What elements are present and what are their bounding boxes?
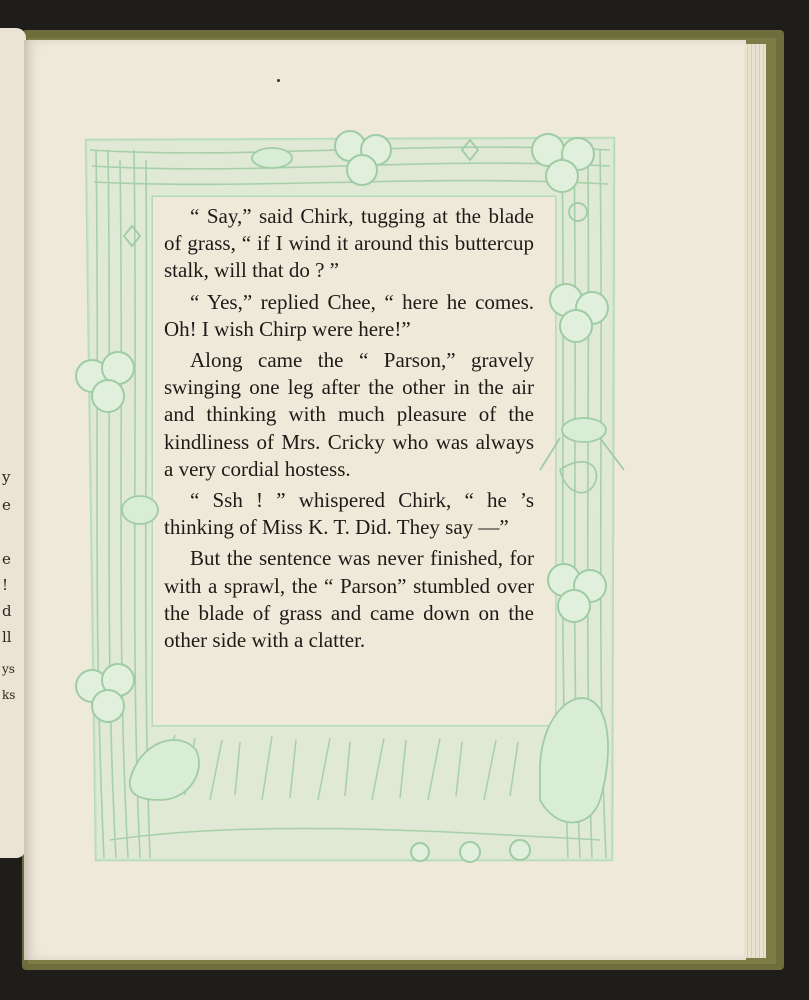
- paragraph: “ Yes,” replied Chee, “ here he comes. Oh! I wish Chirp were here!”: [164, 289, 534, 341]
- left-page-fragment: ll: [2, 628, 12, 646]
- left-page-fragment: y: [2, 468, 11, 486]
- left-page-fragment: d: [2, 602, 12, 620]
- left-page-fragment: e: [2, 496, 11, 514]
- paragraph: “ Say,” said Chirk, tugging at the blade of grass, “ if I wind it around this buttercup stalk, will that do ? ”: [164, 204, 534, 283]
- story-text: [164, 203, 534, 658]
- left-page-fragment: e: [2, 550, 11, 568]
- paragraph: But the sentence was never finished, for with a sprawl, the “ Parson” stumbled over the blade of grass and came down on the other side with a clatter.: [164, 546, 534, 653]
- left-page-fragment: ys: [2, 662, 15, 676]
- paragraph: “ Ssh ! ” whispered Chirk, “ he ’s thinking of Miss K. T. Did. They say —”: [164, 488, 534, 540]
- paragraph: Along came the “ Parson,” gravely swinging one leg after the other in the air and thinking with much pleasure of the kindliness of Mrs. Cricky who was always a very cordial hostess.: [164, 348, 534, 481]
- left-page-fragment: ks: [2, 688, 16, 702]
- left-page-fragment: !: [2, 576, 9, 594]
